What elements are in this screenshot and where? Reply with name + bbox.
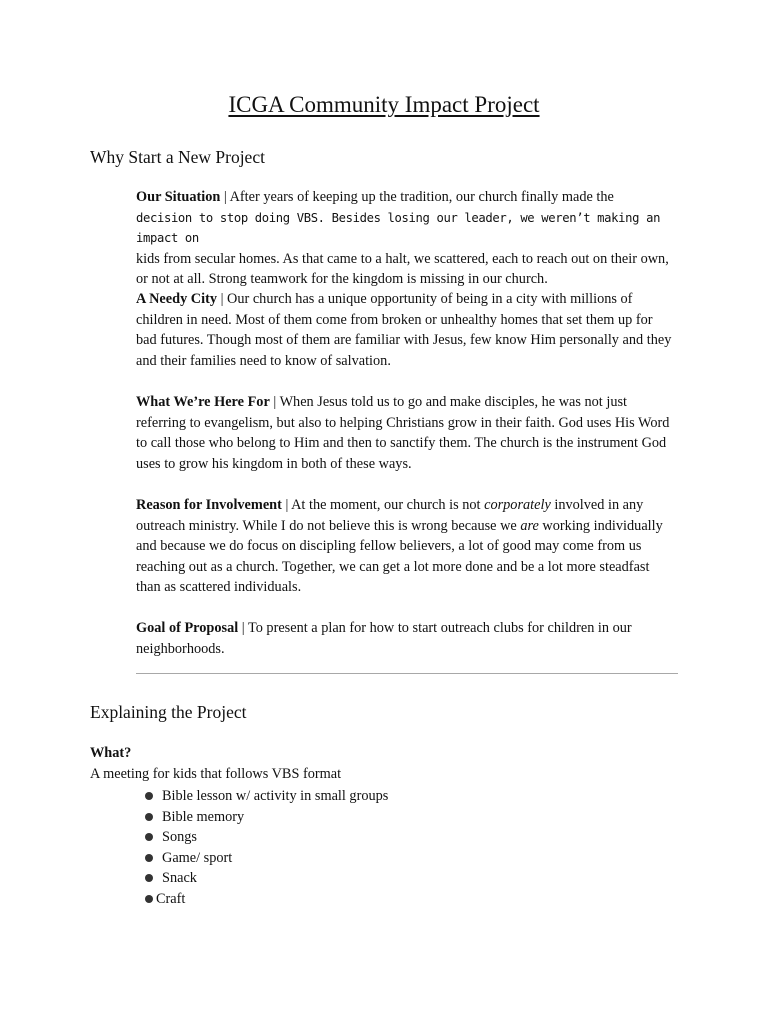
bullet-icon xyxy=(145,813,153,821)
bullet-icon xyxy=(145,895,153,903)
what-description: A meeting for kids that follows VBS format xyxy=(90,766,342,782)
list-item xyxy=(145,786,388,807)
separator: | xyxy=(269,394,280,410)
list-item-text: Game/ sport xyxy=(162,849,233,866)
list-item xyxy=(145,827,388,848)
list-item-text: Songs xyxy=(162,829,197,845)
separator: | xyxy=(281,497,292,513)
paragraph-goal-of-proposal xyxy=(136,618,676,659)
paragraph-text: To present a plan for how to start outreach clubs for children in our neighborhoods. xyxy=(136,620,632,657)
paragraph-lead: Goal of Proposal xyxy=(136,620,239,636)
paragraph-our-situation xyxy=(136,187,676,290)
list-item-text: Craft xyxy=(156,890,186,907)
paragraph-text: Our church has a unique opportunity of being in a city with millions of children in need. Most of them come from broken or unhealthy homes that set them up for bad futures. Though most of them are familiar with Jesus, few know Him personally and they and their families need to know of salvation. xyxy=(136,291,672,369)
list-item-text: Bible memory xyxy=(162,808,245,825)
paragraph-text: kids from secular homes. As that came to a halt, we scattered, each to reach out on their own, or not at all. Strong teamwork for the kingdom is missing in our church. xyxy=(136,250,669,288)
list-item xyxy=(145,848,388,869)
paragraph-lead: A Needy City xyxy=(136,291,218,307)
emphasis-text: are xyxy=(520,517,539,534)
bullet-icon xyxy=(145,854,153,862)
section-heading-why: Why Start a New Project xyxy=(90,147,265,167)
paragraph-text: decision to stop doing VBS. Besides losing our leader, we weren’t making an impact on xyxy=(136,210,661,246)
emphasis-text: corporately xyxy=(484,497,551,513)
bullet-icon xyxy=(145,874,153,882)
bullet-icon xyxy=(145,833,153,841)
list-item xyxy=(145,868,388,889)
paragraph-text: working individually and because we do focus on discipling fellow believers, a lot of good may come from us reaching out as a church. Together, we can get a lot more done and be a lot more steadfast than as scattered individuals. xyxy=(136,517,663,596)
paragraph-lead: Our Situation xyxy=(136,189,221,205)
format-list xyxy=(145,786,388,909)
paragraph-lead: Reason for Involvement xyxy=(136,497,282,513)
separator: | xyxy=(220,189,230,205)
separator: | xyxy=(238,620,248,636)
paragraph-lead: What We’re Here For xyxy=(136,394,270,410)
section-heading-explaining: Explaining the Project xyxy=(90,702,247,722)
list-item xyxy=(145,807,388,828)
what-label: What? xyxy=(90,745,132,761)
paragraph-text: At the moment, our church is not xyxy=(291,497,485,513)
paragraph-reason-for-involvement xyxy=(136,495,676,598)
bullet-icon xyxy=(145,792,153,800)
list-item xyxy=(145,889,388,910)
paragraph-text: When Jesus told us to go and make disciples, he was not just referring to evangelism, but also to helping Christians grow in their faith. God uses His Word to call those who belong to Him and then to sanctify them. The church is the instrument God uses to grow his kingdom in both of these ways. xyxy=(136,394,670,472)
paragraph-needy-city xyxy=(136,289,676,371)
paragraph-text: After years of keeping up the tradition, our church finally made the xyxy=(229,189,614,205)
list-item-text: Bible lesson w/ activity in small groups xyxy=(162,788,389,804)
document-title: ICGA Community Impact Project xyxy=(228,92,540,117)
horizontal-divider xyxy=(136,673,678,674)
paragraph-what-were-here-for xyxy=(136,392,676,474)
paragraph-text: involved in any outreach ministry. While I do not believe this is wrong because we xyxy=(136,497,644,534)
separator: | xyxy=(217,291,228,307)
list-item-text: Snack xyxy=(162,870,197,886)
